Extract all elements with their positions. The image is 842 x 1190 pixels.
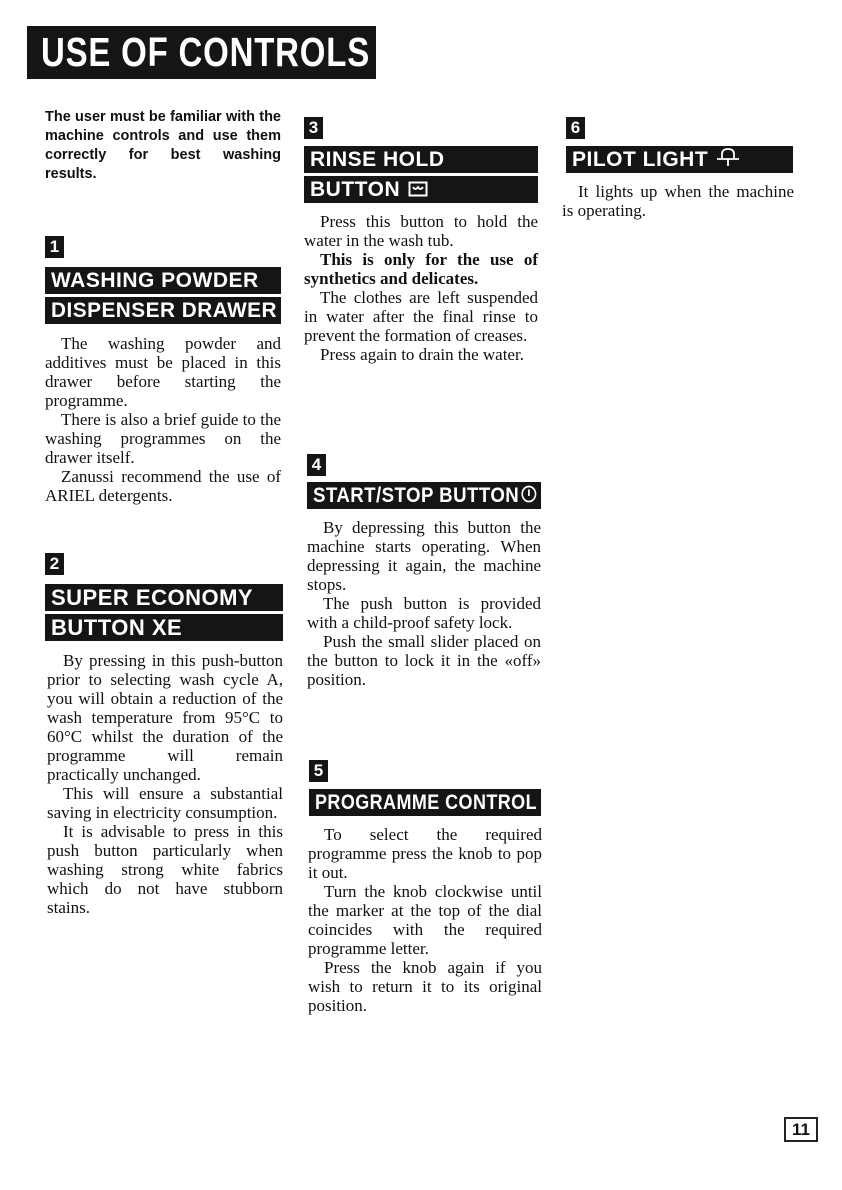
section-3-heading-line-1: RINSE HOLD [304,146,538,173]
section-4-paragraph: By depressing this button the machine starts operating. When depressing it again, the machine stops. [307,518,541,594]
section-2-heading-line-2: BUTTON XE [45,614,283,641]
section-2-body [47,651,283,917]
section-3-paragraph: The clothes are left suspended in water after the final rinse to prevent the formation of creases. [304,288,538,345]
section-3-paragraph: Press again to drain the water. [320,345,524,364]
page-title: USE OF CONTROLS [27,26,376,79]
section-3-paragraph: This is only for the use of synthetics and delicates. [304,250,538,288]
section-5-heading: PROGRAMME CONTROL [309,789,541,816]
section-3-body [304,212,538,364]
section-3-heading-line-2-text: BUTTON [310,178,401,201]
section-1-paragraph: Zanussi recommend the use of ARIEL detergents. [45,467,281,505]
section-6-paragraph: It lights up when the machine is operating. [562,182,794,220]
section-1-heading-line-1: WASHING POWDER [45,267,281,294]
section-1-paragraph: There is also a brief guide to the washing programmes on the drawer itself. [45,410,281,467]
section-4-heading [307,482,541,509]
section-3-paragraph: Press this button to hold the water in the wash tub. [304,212,538,250]
section-5-paragraph: To select the required programme press the knob to pop it out. [308,825,542,882]
section-4-body [307,518,541,689]
section-6-body [562,182,794,220]
section-4-paragraph: The push button is provided with a child-proof safety lock. [307,594,541,632]
section-2-heading-line-1: SUPER ECONOMY [45,584,283,611]
section-4-paragraph: Push the small slider placed on the button to lock it in the «off» position. [307,632,541,689]
section-4-number: 4 [307,454,326,476]
pilot-light-icon [716,147,740,174]
section-2-paragraph: This will ensure a substantial saving in electricity consumption. [47,784,283,822]
page-number: 11 [784,1117,818,1142]
section-1-heading-line-2: DISPENSER DRAWER [45,297,281,324]
section-5-body [308,825,542,1015]
power-icon [521,483,537,510]
section-2-paragraph: It is advisable to press in this push button particularly when washing strong white fabrics which do not have stubborn stains. [47,822,283,917]
section-2-paragraph: By pressing in this push-button prior to selecting wash cycle A, you will obtain a reduction of the wash temperature from 95°C to 60°C whilst the duration of the programme will remain practically unchanged. [47,651,283,784]
section-6-heading-text: PILOT LIGHT [572,148,709,171]
section-2-number: 2 [45,553,64,575]
section-3-number: 3 [304,117,323,139]
intro-text: The user must be familiar with the machine controls and use them correctly for best washing results. [45,109,281,182]
section-4-heading-text: START/STOP BUTTON [313,484,520,507]
section-1-paragraph: The washing powder and additives must be placed in this drawer before starting the programme. [45,334,281,410]
section-5-paragraph: Press the knob again if you wish to return it to its original position. [308,958,542,1015]
section-6-number: 6 [566,117,585,139]
section-5-paragraph: Turn the knob clockwise until the marker at the top of the dial coincides with the required programme letter. [308,882,542,958]
section-6-heading [566,146,793,173]
section-5-number: 5 [309,760,328,782]
section-1-number: 1 [45,236,64,258]
section-1-body [45,334,281,505]
rinse-hold-icon [408,177,428,204]
section-3-heading-line-2 [304,176,538,203]
